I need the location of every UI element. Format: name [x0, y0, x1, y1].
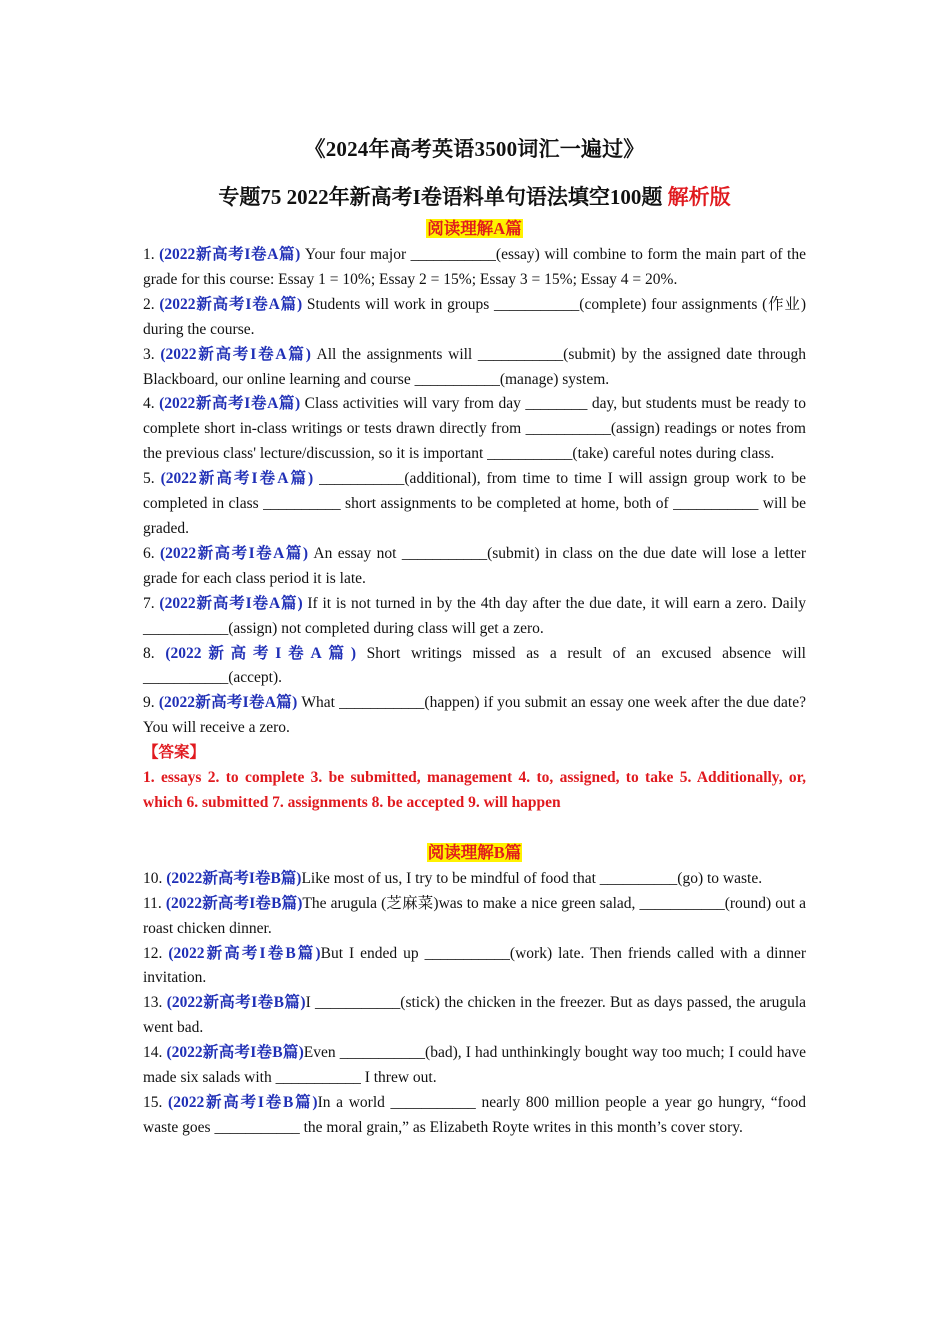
section-a-heading: [143, 216, 806, 243]
question-source: (2022新高考I卷B篇): [166, 1044, 304, 1062]
document-subtitle: [143, 180, 806, 214]
question-item: [143, 592, 806, 642]
question-item: [143, 243, 806, 293]
question-number: 5.: [143, 470, 161, 488]
question-text: I ___________(stick) the chicken in the freezer. But as days passed, the arugula went bad.: [143, 994, 807, 1037]
question-text: Students will work in groups ___________(complete) four assignments (作业) during the course.: [143, 295, 806, 338]
question-number: 2.: [143, 295, 160, 313]
question-number: 7.: [143, 594, 160, 612]
subtitle-red-tag: 解析版: [667, 185, 731, 209]
question-source: (2022新高考I卷A篇): [165, 644, 356, 662]
question-number: 10.: [143, 869, 167, 887]
question-item: [143, 542, 806, 592]
question-source: (2022新高考I卷B篇): [168, 944, 321, 962]
question-source: (2022新高考I卷A篇): [159, 246, 301, 263]
question-text: What ___________(happen) if you submit an essay one week after the due date? You will receive a zero.: [143, 694, 806, 737]
section-b-questions: [143, 867, 806, 1141]
question-source: (2022新高考I卷A篇): [159, 594, 303, 612]
question-item: [143, 867, 806, 892]
question-number: 6.: [143, 544, 160, 562]
section-a-questions: [143, 243, 806, 741]
question-source: (2022新高考I卷B篇): [166, 994, 306, 1012]
question-source: (2022新高考I卷A篇): [158, 694, 298, 712]
question-item: [143, 293, 806, 343]
document-title: 《2024年高考英语3500词汇一遍过》: [304, 137, 645, 161]
question-item: [143, 991, 806, 1041]
question-item: [143, 691, 806, 741]
question-text: All the assignments will ___________(submit) by the assigned date through Blackboard, our online learning and course ___________(manage) system.: [143, 345, 806, 388]
question-text: If it is not turned in by the 4th day after the due date, it will earn a zero. Daily ___________(assign) not completed during class will get a zero.: [143, 594, 806, 637]
question-item: [143, 1041, 806, 1091]
question-number: 4.: [143, 395, 160, 413]
answer-label: 【答案】: [143, 744, 206, 762]
question-text: Your four major ___________(essay) will combine to form the main part of the grade for this course: Essay 1 = 10%; Essay 2 = 15%; Essay 3 = 15%; Essay 4 = 20%.: [143, 246, 806, 288]
document-content: [143, 132, 806, 1141]
question-number: 15.: [143, 1094, 169, 1111]
question-source: (2022新高考I卷B篇): [166, 869, 302, 887]
question-source: (2022新高考I卷B篇): [168, 1094, 318, 1111]
question-item: [143, 642, 806, 692]
question-item: [143, 392, 806, 467]
question-source: (2022新高考I卷A篇): [160, 345, 311, 363]
question-text: The arugula (芝麻菜)was to make a nice green salad, ___________(round) out a roast chicken dinner.: [143, 894, 806, 937]
question-number: 14.: [143, 1044, 167, 1062]
question-item: [143, 1091, 806, 1141]
question-text: Class activities will vary from day ________ day, but students must be ready to complete short in-class writings or tests drawn directly from ___________(assign) readings or notes from the previous class' lecture/discussion, so it is important ___________(take) careful notes during class.: [143, 395, 806, 463]
question-number: 11.: [143, 894, 166, 912]
question-number: 8.: [143, 644, 166, 662]
question-text: Even ___________(bad), I had unthinkingly bought way too much; I could have made six salads with ___________ I threw out.: [143, 1044, 807, 1087]
question-number: 1.: [143, 246, 160, 263]
question-number: 13.: [143, 994, 167, 1012]
question-number: 12.: [143, 944, 169, 962]
question-item: [143, 467, 806, 542]
section-a-label: 阅读理解A篇: [427, 219, 522, 238]
question-item: [143, 892, 806, 942]
question-item: [143, 343, 806, 393]
question-text: Like most of us, I try to be mindful of food that __________(go) to waste.: [301, 869, 763, 887]
question-source: (2022新高考I卷A篇): [160, 470, 314, 488]
question-text: But I ended up ___________(work) late. Then friends called with a dinner invitation.: [143, 944, 807, 987]
question-text: An essay not ___________(submit) in class on the due date will lose a letter grade for each class period it is late.: [143, 544, 806, 587]
question-source: (2022新高考I卷B篇): [165, 894, 303, 912]
question-text: Short writings missed as a result of an excused absence will ___________(accept).: [143, 644, 806, 687]
answer-text: 1. essays 2. to complete 3. be submitted, management 4. to, assigned, to take 5. Additionally, or, which 6. submitted 7. assignments 8. be accepted 9. will happen: [143, 769, 806, 811]
question-number: 9.: [143, 694, 159, 712]
question-text: ___________(additional), from time to time I will assign group work to be completed in class __________ short assignments to be completed at home, both of ___________ will be graded.: [143, 470, 806, 537]
question-source: (2022新高考I卷A篇): [159, 295, 303, 313]
question-source: (2022新高考I卷A篇): [159, 395, 301, 413]
subtitle-main: 专题75 2022年新高考I卷语料单句语法填空100题: [218, 185, 668, 209]
section-b-heading: [143, 840, 806, 867]
question-number: 3.: [143, 345, 161, 363]
question-source: (2022新高考I卷A篇): [160, 544, 309, 562]
question-text: In a world ___________ nearly 800 million people a year go hungry, “food waste goes ___________ the moral grain,” as Elizabeth Royte writes in this month’s cover story.: [143, 1094, 807, 1136]
question-item: [143, 942, 806, 992]
section-b-label: 阅读理解B篇: [427, 842, 522, 862]
